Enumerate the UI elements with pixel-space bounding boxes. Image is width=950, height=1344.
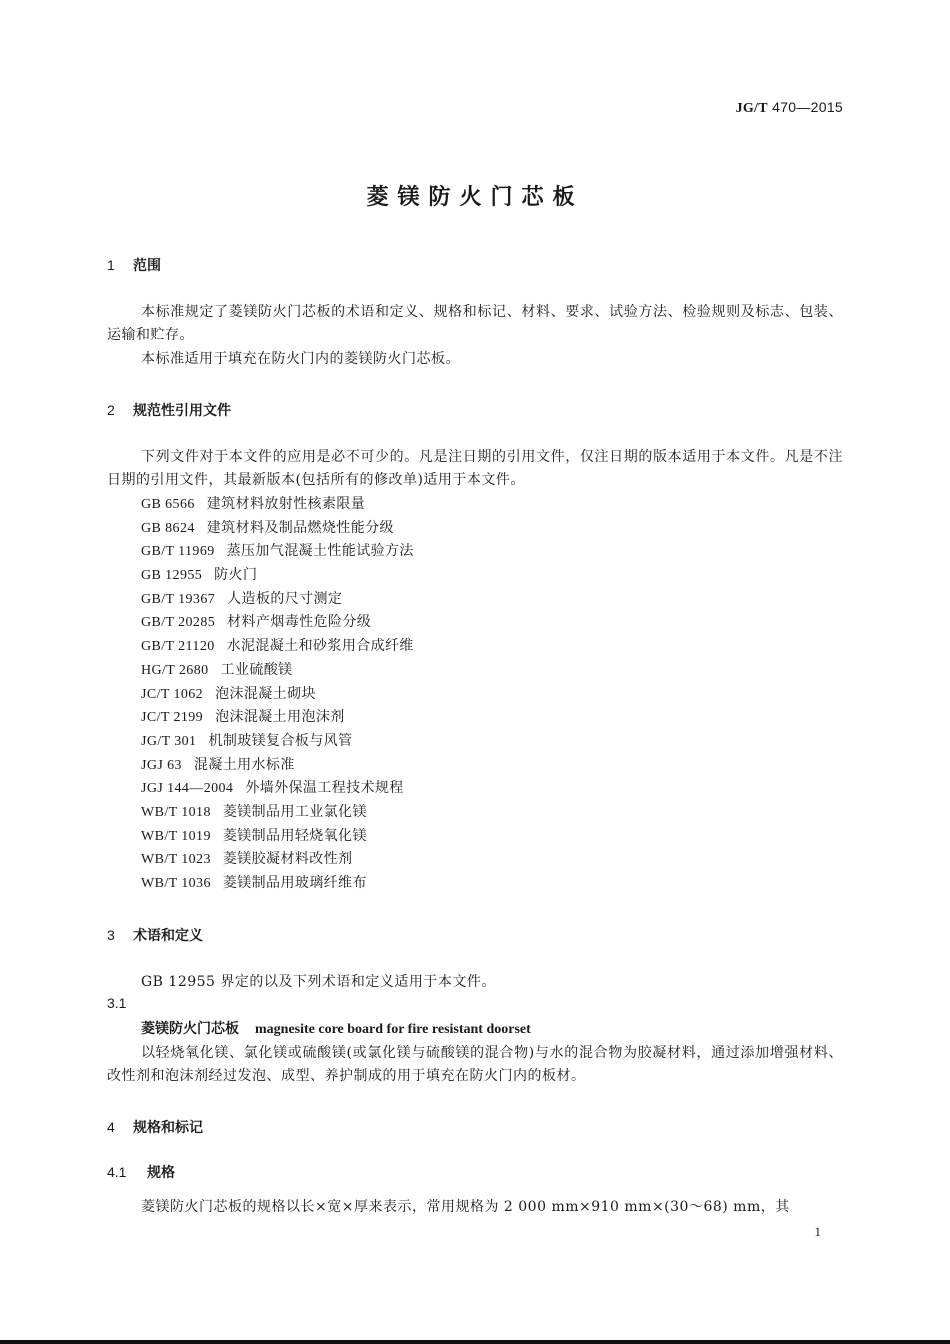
- reference-name: 混凝土用水标准: [193, 756, 295, 773]
- section-1-paragraph-2: 本标准适用于填充在防火门内的菱镁防火门芯板。: [141, 351, 460, 367]
- reference-item: [141, 540, 414, 564]
- reference-code: GB 6566: [141, 497, 195, 512]
- reference-item: [141, 635, 414, 659]
- reference-item: [141, 825, 414, 849]
- reference-item: [141, 611, 414, 635]
- reference-code: GB 8624: [141, 520, 195, 536]
- reference-item: [141, 517, 414, 541]
- reference-name: 外墙外保温工程技术规程: [245, 780, 404, 797]
- reference-code: JC/T 2199: [141, 710, 204, 726]
- subsection-title: 规格: [147, 1165, 175, 1181]
- section-title: 范围: [133, 258, 161, 274]
- reference-item: [141, 754, 414, 778]
- reference-code: JGJ 144—2004: [141, 781, 234, 797]
- reference-code: JGJ 63: [141, 757, 182, 773]
- reference-name: 泡沫混凝土砌块: [215, 685, 316, 702]
- document-title: 菱镁防火门芯板: [366, 185, 584, 210]
- section-2-heading: [107, 400, 231, 420]
- section-3-heading: [107, 925, 203, 945]
- term-definition: 以轻烧氧化镁、氯化镁或硫酸镁(或氯化镁与硫酸镁的混合物)与水的混合物为胶凝材料，通过添加增强材料、改性剂和泡沫剂经过发泡、成型、养护制成的用于填充在防火门内的板材。: [107, 1045, 843, 1084]
- section-4-heading: [107, 1117, 203, 1137]
- section-1-paragraph-1: 本标准规定了菱镁防火门芯板的术语和定义、规格和标记、材料、要求、试验方法、检验规则及标志、包装、运输和贮存。: [107, 304, 843, 343]
- reference-code: GB/T 20285: [141, 615, 216, 631]
- reference-name: 菱镁制品用工业氯化镁: [222, 803, 367, 820]
- section-title: 术语和定义: [133, 928, 203, 944]
- section-title: 规格和标记: [133, 1120, 203, 1136]
- reference-item: [141, 659, 414, 683]
- reference-item: [141, 777, 414, 801]
- reference-item: [141, 872, 414, 896]
- reference-name: 人造板的尺寸测定: [227, 590, 343, 607]
- reference-name: 泡沫混凝土用泡沫剂: [215, 709, 345, 726]
- reference-item: [141, 564, 414, 588]
- reference-name: 材料产烟毒性危险分级: [227, 614, 372, 631]
- section-1-heading: [107, 255, 161, 275]
- reference-name: 菱镁胶凝材料改性剂: [222, 851, 353, 868]
- reference-item: [141, 730, 414, 754]
- reference-code: GB/T 11969: [141, 544, 215, 560]
- term-chinese: 菱镁防火门芯板: [141, 1021, 239, 1037]
- section-number: 2: [107, 402, 115, 418]
- section-number: 1: [107, 257, 115, 273]
- standard-number: 470—2015: [772, 99, 843, 115]
- reference-name: 机制玻镁复合板与风管: [208, 732, 353, 749]
- bottom-border: [0, 1340, 950, 1344]
- section-number: 4: [107, 1119, 115, 1135]
- reference-name: 工业硫酸镁: [220, 661, 293, 678]
- reference-code: GB 12955: [141, 568, 203, 584]
- reference-item: [141, 493, 414, 517]
- reference-name: 菱镁制品用玻璃纤维布: [222, 875, 367, 891]
- reference-code: HG/T 2680: [141, 662, 209, 678]
- reference-item: [141, 848, 414, 872]
- reference-item: [141, 683, 414, 707]
- reference-item: [141, 706, 414, 730]
- subsection-3-1-number: 3.1: [107, 995, 127, 1011]
- reference-name: 防火门: [214, 567, 258, 584]
- reference-code: WB/T 1036: [141, 876, 211, 891]
- reference-name: 蒸压加气混凝土性能试验方法: [226, 543, 414, 560]
- reference-name: 建筑材料及制品燃烧性能分级: [206, 519, 394, 536]
- reference-code: WB/T 1023: [141, 852, 211, 868]
- normative-references-list: [141, 493, 414, 896]
- reference-code: JG/T 301: [141, 733, 197, 749]
- standard-code: [736, 99, 843, 117]
- reference-code: WB/T 1019: [141, 828, 211, 844]
- term-entry: [141, 1018, 531, 1038]
- section-2-paragraph-1: 下列文件对于本文件的应用是必不可少的。凡是注日期的引用文件，仅注日期的版本适用于本文件。凡是不注日期的引用文件，其最新版本(包括所有的修改单)适用于本文件。: [107, 449, 843, 488]
- term-english: magnesite core board for fire resistant doorset: [255, 1022, 531, 1037]
- reference-code: JC/T 1062: [141, 686, 204, 702]
- section-4-paragraph-1: 菱镁防火门芯板的规格以长×宽×厚来表示，常用规格为 2 000 mm×910 mm×(30～68) mm，其: [141, 1199, 790, 1215]
- reference-code: GB/T 19367: [141, 591, 216, 607]
- reference-item: [141, 588, 414, 612]
- reference-code: WB/T 1018: [141, 804, 211, 820]
- standard-prefix: JG/T: [735, 101, 768, 116]
- section-number: 3: [107, 927, 115, 943]
- reference-item: [141, 801, 414, 825]
- section-3-paragraph-1: GB 12955 界定的以及下列术语和定义适用于本文件。: [141, 974, 496, 990]
- subsection-4-1-heading: [107, 1162, 175, 1182]
- subsection-number: 4.1: [107, 1164, 127, 1180]
- section-title: 规范性引用文件: [133, 403, 231, 419]
- page-number: 1: [814, 1224, 821, 1239]
- reference-code: GB/T 21120: [141, 639, 215, 655]
- reference-name: 水泥混凝土和砂浆用合成纤维: [226, 638, 414, 655]
- reference-name: 菱镁制品用轻烧氧化镁: [222, 827, 367, 844]
- reference-name: 建筑材料放射性核素限量: [206, 496, 366, 512]
